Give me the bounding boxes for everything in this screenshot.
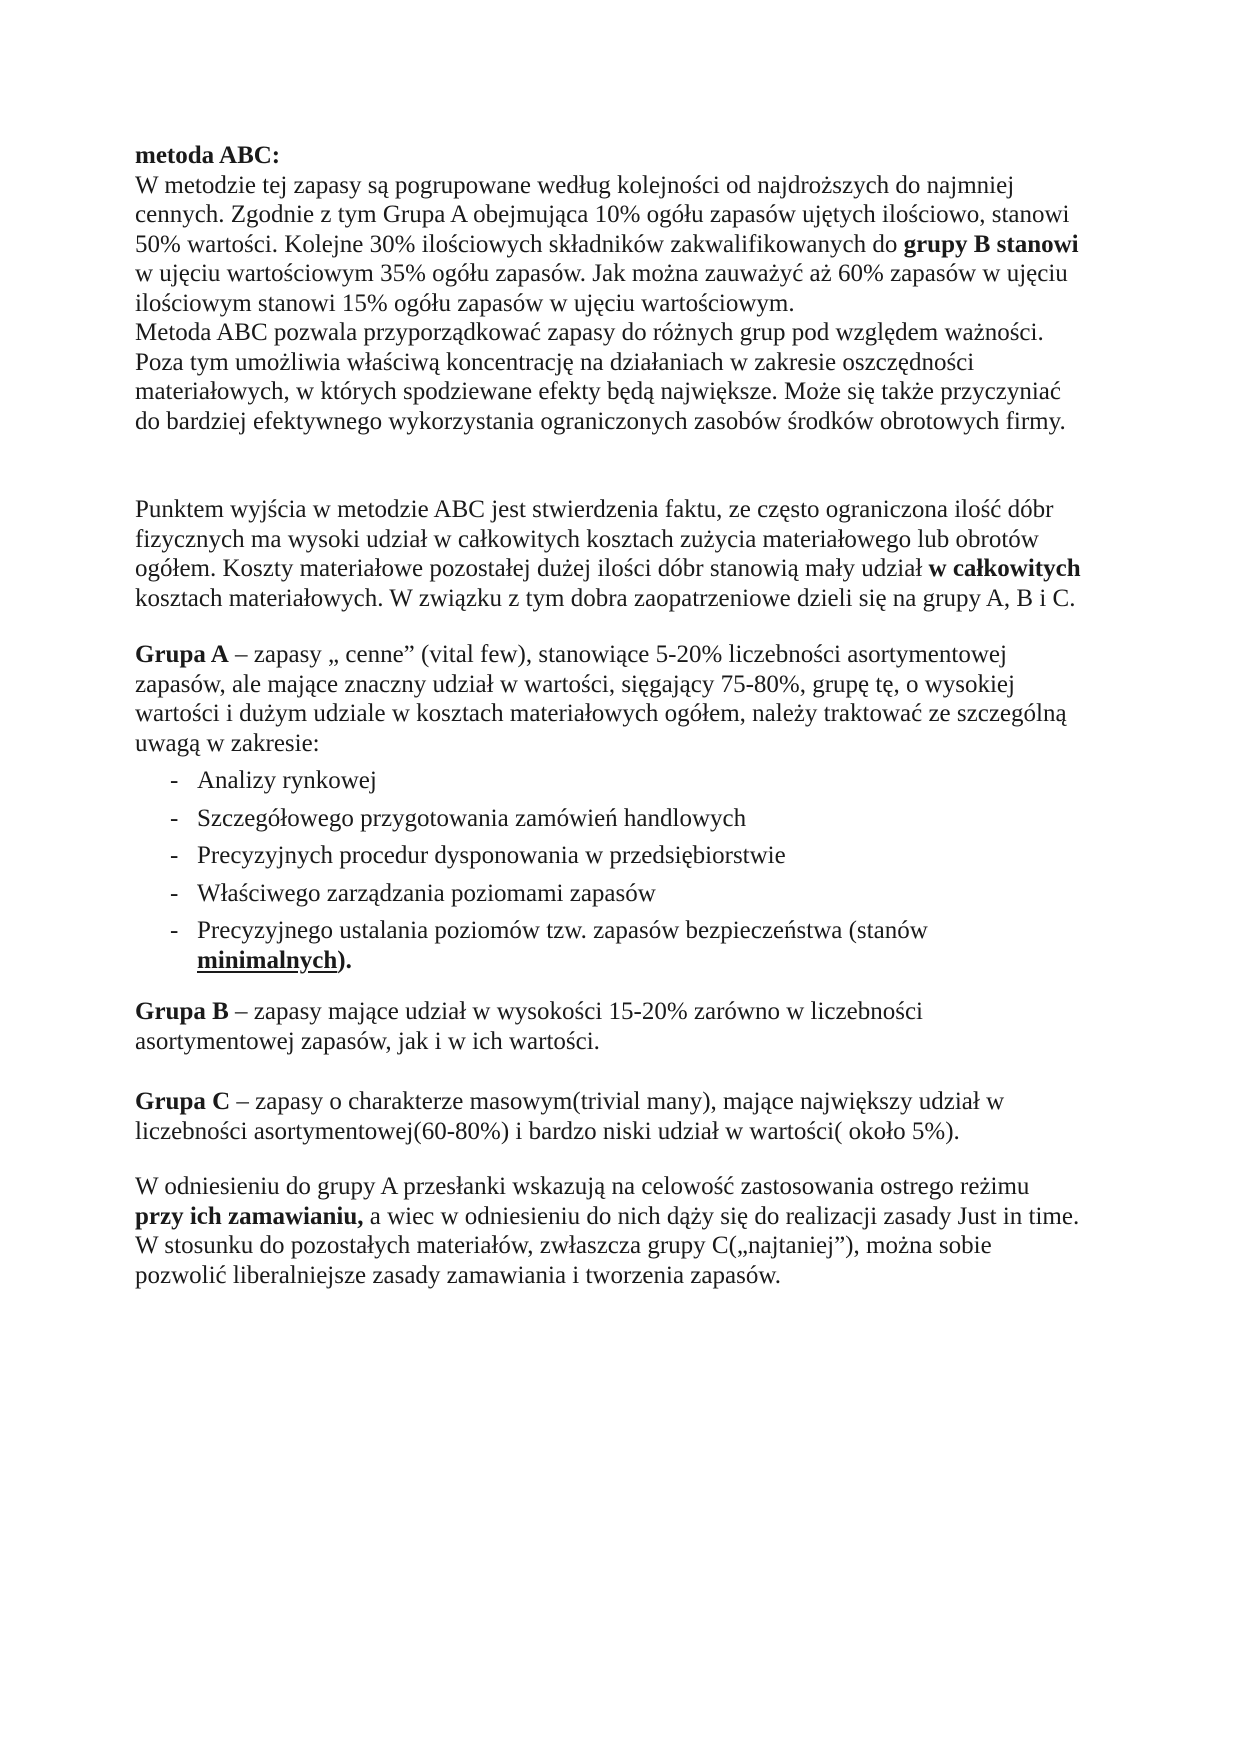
group-b-paragraph	[135, 997, 1025, 1056]
text-segment: Precyzyjnych procedur dysponowania w przedsiębiorstwie	[197, 842, 786, 869]
list-dash-marker: -	[170, 879, 179, 907]
text-line	[135, 729, 1025, 759]
text-segment: materiałowych, w których spodziewane efekty będą największe. Może się także przyczyniać	[135, 378, 1061, 405]
text-segment: ilościowym stanowi 15% ogółu zapasów w ujęciu wartościowym.	[135, 289, 795, 317]
starting-point-paragraph	[135, 495, 1081, 613]
list-item	[135, 804, 1025, 834]
list-dash-marker: -	[170, 804, 179, 832]
text-segment: Grupa A	[135, 641, 229, 668]
text-line	[135, 699, 1067, 729]
text-line	[135, 377, 1061, 407]
text-segment: – zapasy o charakterze masowym(trivial many), mające największy udział w	[230, 1088, 1005, 1115]
text-line	[197, 766, 1025, 796]
text-segment: Precyzyjnego ustalania poziomów tzw. zapasów bezpieczeństwa (stanów	[197, 917, 928, 944]
text-line	[135, 259, 1068, 289]
text-segment: metoda ABC:	[135, 142, 281, 169]
document-content	[135, 141, 1081, 1290]
text-segment: W metodzie tej zapasy są pogrupowane według kolejności od najdroższych do najmniej	[135, 171, 1015, 199]
text-line	[135, 1172, 1030, 1202]
text-segment: Punktem wyjścia w metodzie ABC jest stwierdzenia faktu, ze często ograniczona ilość dóbr	[135, 496, 1054, 523]
group-c-paragraph	[135, 1087, 1025, 1146]
text-line	[135, 554, 1081, 584]
text-segment: minimalnych	[197, 946, 338, 974]
text-segment: Grupa B	[135, 998, 229, 1025]
text-segment: – zapasy „ cenne” (vital few), stanowiące 5-20% liczebności asortymentowej	[228, 641, 1007, 668]
text-line	[135, 200, 1070, 230]
text-segment: asortymentowej zapasów, jak i w ich wartości.	[135, 1027, 600, 1055]
text-segment: w ujęciu wartościowym 35% ogółu zapasów. Jak można zauważyć aż 60% zapasów w ujęciu	[135, 260, 1068, 287]
text-line	[197, 916, 1025, 946]
list-item-text	[197, 916, 1025, 975]
text-line	[135, 1027, 1025, 1057]
list-dash-marker: -	[170, 842, 179, 869]
text-line	[135, 230, 1079, 260]
text-line	[135, 997, 1025, 1027]
list-item-text	[197, 841, 1025, 871]
text-line	[135, 1087, 1025, 1117]
text-segment: fizycznych ma wysoki udział w całkowitych kosztach zużycia materiałowego lub obrotów	[135, 525, 1039, 553]
text-line	[197, 879, 1025, 909]
text-segment: Szczegółowego przygotowania zamówień handlowych	[197, 804, 747, 832]
text-line	[135, 1202, 1080, 1232]
text-line	[197, 841, 1025, 871]
text-line	[135, 1117, 1025, 1147]
text-segment: 50% wartości. Kolejne 30% ilościowych składników zakwalifikowanych do	[135, 230, 904, 258]
text-segment: Właściwego zarządzania poziomami zapasów	[197, 879, 656, 907]
text-segment: a wiec w odniesieniu do nich dąży się do realizacji zasady Just in time.	[363, 1202, 1080, 1230]
text-segment: W stosunku do pozostałych materiałów, zwłaszcza grupy C(„najtaniej”), można sobie	[135, 1232, 992, 1259]
group-a-focus-list	[135, 766, 1025, 975]
list-dash-marker: -	[170, 917, 179, 944]
text-segment: pozwolić liberalniejsze zasady zamawiania i tworzenia zapasów.	[135, 1261, 781, 1289]
text-line	[135, 289, 1025, 319]
text-line	[135, 141, 1025, 171]
intro-paragraph	[135, 141, 1079, 436]
list-item-text	[197, 879, 1025, 909]
list-item	[135, 766, 1025, 796]
text-line	[135, 670, 1025, 700]
text-segment: – zapasy mające udział w wysokości 15-20% zarówno w liczebności	[228, 998, 923, 1025]
text-line	[135, 584, 1076, 614]
text-segment: ).	[337, 946, 352, 974]
text-line	[135, 1261, 1025, 1291]
text-segment: cennych. Zgodnie z tym Grupa A obejmująca 10% ogółu zapasów ujętych ilościowo, stanowi	[135, 201, 1070, 228]
text-segment: W odniesieniu do grupy A przesłanki wskazują na celowość zastosowania ostrego reżimu	[135, 1173, 1030, 1200]
text-line	[197, 804, 1025, 834]
list-item	[135, 916, 1025, 975]
text-line	[135, 525, 1039, 555]
text-line	[135, 318, 1044, 348]
text-segment: w całkowitych	[928, 555, 1081, 582]
text-segment: wartości i dużym udziale w kosztach materiałowych ogółem, należy traktować ze szczególną	[135, 700, 1067, 727]
text-line	[135, 348, 1025, 378]
text-line	[135, 640, 1025, 670]
list-dash-marker: -	[170, 767, 179, 794]
text-segment: liczebności asortymentowej(60-80%) i bardzo niski udział w wartości( około 5%).	[135, 1117, 960, 1145]
group-a-ordering-paragraph	[135, 1172, 1080, 1290]
text-segment: Grupa C	[135, 1088, 231, 1115]
text-segment: zapasów, ale mające znaczny udział w wartości, sięgający 75-80%, grupę tę, o wysokiej	[135, 670, 1015, 698]
text-segment: Poza tym umożliwia właściwą koncentrację na działaniach w zakresie oszczędności	[135, 348, 975, 376]
text-line	[135, 407, 1066, 437]
text-segment: Metoda ABC pozwala przyporządkować zapasy do różnych grup pod względem ważności.	[135, 319, 1044, 346]
group-a-paragraph	[135, 640, 1067, 758]
text-segment: przy ich zamawianiu,	[135, 1202, 364, 1230]
text-line	[197, 946, 1025, 976]
list-item-text	[197, 766, 1025, 796]
text-segment: kosztach materiałowych. W związku z tym dobra zaopatrzeniowe dzieli się na grupy A, B i C.	[135, 584, 1076, 612]
text-segment: grupy B stanowi	[903, 230, 1079, 258]
list-item	[135, 841, 1025, 871]
text-line	[135, 1231, 1025, 1261]
text-segment: uwagą w zakresie:	[135, 729, 320, 757]
text-segment: do bardziej efektywnego wykorzystania ograniczonych zasobów środków obrotowych firmy.	[135, 407, 1066, 435]
text-segment: ogółem. Koszty materiałowe pozostałej dużej ilości dóbr stanowią mały udział	[135, 555, 929, 582]
text-line	[135, 495, 1054, 525]
text-line	[135, 171, 1025, 201]
list-item	[135, 879, 1025, 909]
list-item-text	[197, 804, 1025, 834]
text-segment: Analizy rynkowej	[197, 767, 377, 794]
